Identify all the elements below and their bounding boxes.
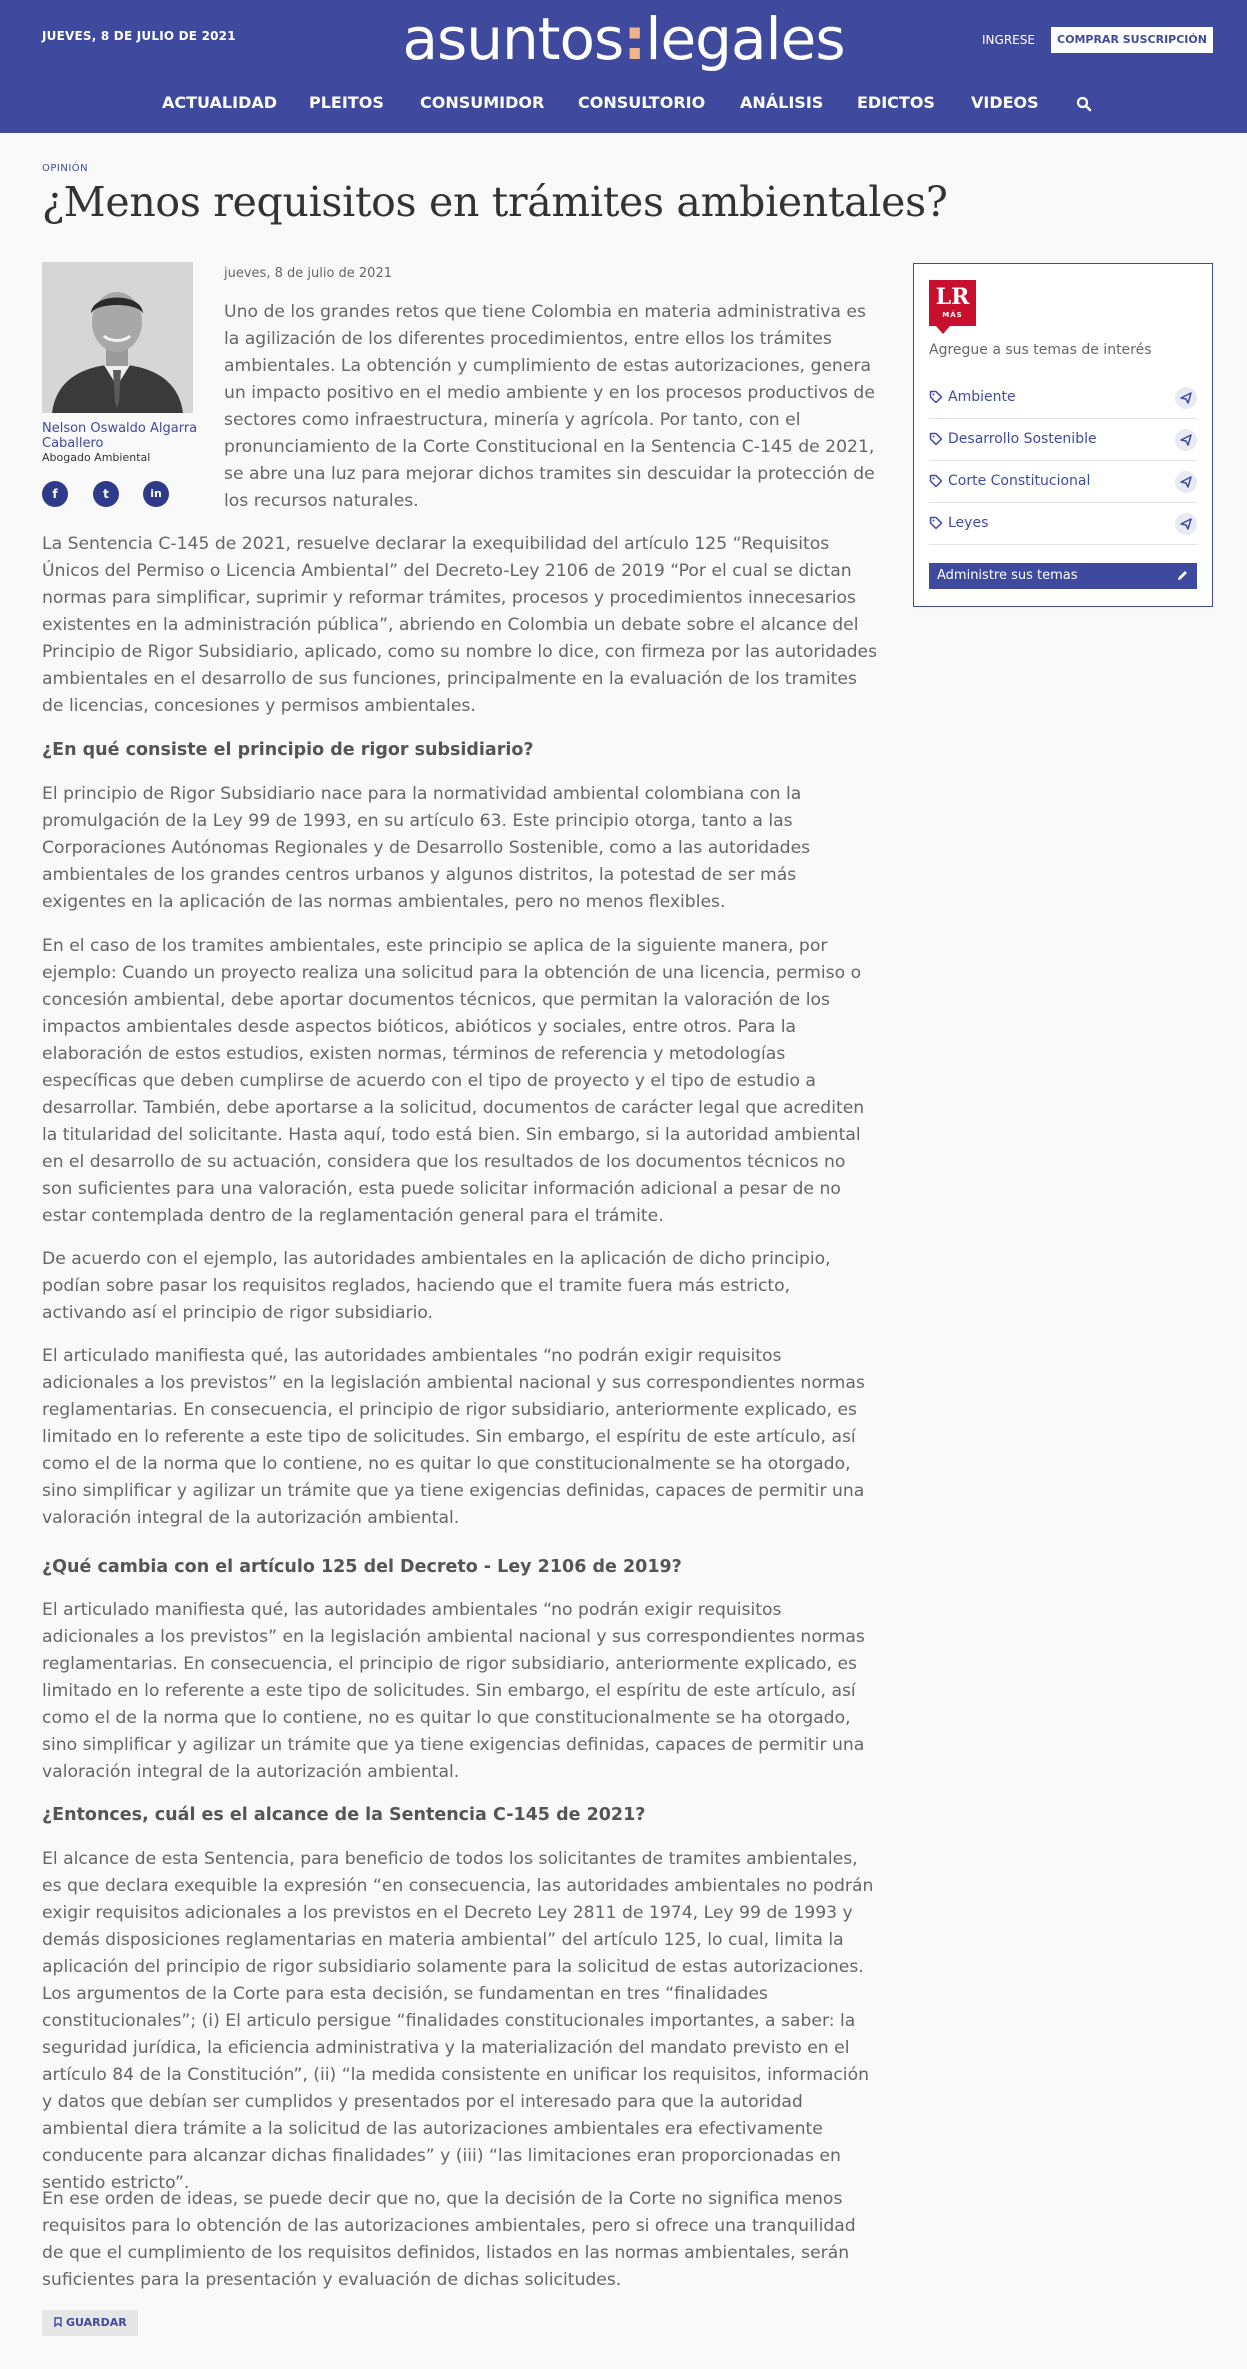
topic-label: Ambiente — [948, 389, 1016, 405]
main-nav — [0, 88, 1247, 118]
topic-item[interactable] — [929, 503, 1197, 545]
tag-icon — [929, 474, 943, 488]
follow-topic-icon[interactable] — [1175, 429, 1197, 451]
header-date: JUEVES, 8 DE JULIO DE 2021 — [42, 29, 236, 43]
paragraph-7: El articulado manifiesta qué, las autoridades ambientales “no podrán exigir requisitos adicionales a los previstos” en la legislación ambiental nacional y sus correspondientes normas reglamentarias. En consecuencia, el principio de rigor subsidiario, anteriormente explicado, es limitado en lo referente a este tipo de solicitudes. Sin embargo, el espíritu de este artículo, así como el de la norma que lo contiene, no es quitar lo que constitucionalmente se ha otorgado, sino simplificar y agilizar un trámite que ya tiene exigencias definidas, capaces de permitir una valoración integral de la autorización ambiental. — [42, 1600, 865, 1782]
tag-icon — [929, 390, 943, 404]
search-icon[interactable] — [1076, 96, 1092, 112]
paragraph-2: La Sentencia C-145 de 2021, resuelve declarar la exequibilidad del artículo 125 “Requisitos Únicos del Permiso o Licencia Ambiental” del Decreto-Ley 2106 de 2019 “Por el cual se dictan normas para simplificar, suprimir y reformar trámites, procesos y procedimientos innecesarios existentes en la administración pública”, abriendo en Colombia un debate sobre el alcance del Principio de Rigor Subsidiario, aplicado, como su nombre lo dice, con firmeza por las autoridades ambientales en el desarrollo de sus funciones, principalmente en la evaluación de los tramites de licencias, concesiones y permisos ambientales. — [42, 534, 878, 716]
topics-intro: Agregue a sus temas de interés — [929, 342, 1152, 358]
nav-pleitos[interactable]: PLEITOS — [309, 93, 384, 112]
manage-topics-button[interactable] — [929, 563, 1197, 589]
paragraph-3: El principio de Rigor Subsidiario nace para la normatividad ambiental colombiana con la promulgación de la Ley 99 de 1993, en su artículo 63. Este principio otorga, tanto a las Corporaciones Autónomas Regionales y de Desarrollo Sostenible, como a las autoridades ambientales de los grandes centros urbanos y algunos distritos, la potestad de ser más exigentes en la aplicación de las normas ambientales, pero no menos flexibles. — [42, 784, 811, 912]
subheading-1: ¿En qué consiste el principio de rigor subsidiario? — [42, 740, 534, 760]
logo-left: asuntos — [402, 5, 624, 73]
author-photo — [42, 262, 193, 413]
paragraph-9: En ese orden de ideas, se puede decir que no, que la decisión de la Corte no significa menos requisitos para lo obtención de las autorizaciones ambientales, pero si ofrece una tranquilidad de que el cumplimiento de los requisitos definidos, listados en las normas ambientales, serán suficientes para la presentación y evaluación de dichas solicitudes. — [42, 2189, 856, 2290]
author-role: Abogado Ambiental — [42, 451, 151, 464]
nav-actualidad[interactable]: ACTUALIDAD — [162, 93, 278, 112]
publish-date: jueves, 8 de julio de 2021 — [224, 266, 392, 281]
nav-consumidor[interactable]: CONSUMIDOR — [420, 93, 545, 112]
nav-analisis[interactable]: ANÁLISIS — [740, 93, 824, 112]
lr-logo-sub: MÁS — [942, 311, 963, 319]
follow-topic-icon[interactable] — [1175, 513, 1197, 535]
save-article-button[interactable] — [42, 2310, 138, 2336]
login-link[interactable]: INGRESE — [982, 33, 1035, 47]
subheading-2: ¿Qué cambia con el artículo 125 del Decreto - Ley 2106 de 2019? — [42, 1557, 682, 1577]
nav-edictos[interactable]: EDICTOS — [857, 93, 935, 112]
topic-item[interactable] — [929, 377, 1197, 419]
linkedin-share-icon[interactable]: in — [143, 481, 169, 507]
tag-icon — [929, 516, 943, 530]
pencil-icon — [1176, 569, 1189, 582]
facebook-share-icon[interactable]: f — [42, 481, 68, 507]
author-name[interactable]: Nelson Oswaldo Algarra Caballero — [42, 421, 198, 451]
section-kicker[interactable]: OPINIÓN — [42, 163, 89, 174]
subscribe-button[interactable]: COMPRAR SUSCRIPCIÓN — [1051, 27, 1213, 53]
author-portrait — [42, 262, 193, 413]
bookmark-icon — [54, 2317, 62, 2327]
manage-topics-label: Administre sus temas — [937, 568, 1078, 583]
twitter-share-icon[interactable]: t — [93, 481, 119, 507]
nav-videos[interactable]: VIDEOS — [971, 93, 1039, 112]
save-label: GUARDAR — [66, 2316, 127, 2329]
nav-consultorio[interactable]: CONSULTORIO — [578, 93, 706, 112]
lr-logo-text: LR — [935, 284, 970, 310]
follow-topic-icon[interactable] — [1175, 387, 1197, 409]
follow-topic-icon[interactable] — [1175, 471, 1197, 493]
lr-logo-tail — [936, 326, 950, 334]
logo-right: legales — [645, 5, 845, 73]
logo-separator: : — [623, 5, 646, 73]
paragraph-5: De acuerdo con el ejemplo, las autoridades ambientales en la aplicación de dicho principio, podían sobre pasar los requisitos reglados, haciendo que el tramite fuera más estricto, activando así el principio de rigor subsidiario. — [42, 1249, 831, 1323]
paragraph-8: El alcance de esta Sentencia, para beneficio de todos los solicitantes de tramites ambientales, es que declara exequible la expresión “en consecuencia, las autoridades ambientales no podrán exigir requisitos adicionales a los previstos en el Decreto Ley 2811 de 1974, Ley 99 de 1993 y demás disposiciones reglamentarias en materia ambiental” del artículo 125, lo cual, limita la aplicación del principio de rigor subsidiario solamente para la solicitud de estas autorizaciones. Los argumentos de la Corte para esta decisión, se fundamentan en tres “finalidades constitucionales”; (i) El articulo persigue “finalidades constitucionales importantes, a saber: la seguridad jurídica, la eficiencia administrativa y la materialización del mandato previsto en el artículo 84 de la Constitución”, (ii) “la medida consistente en unificar los requisitos, información y datos que debían ser cumplidos y presentados por el interesado para que la autoridad ambiental diera trámite a la solicitud de las autorizaciones ambientales era efectivamente conducente para alcanzar dichas finalidades” y (iii) “las limitaciones eran proporcionadas en sentido estricto”. — [42, 1849, 874, 2193]
site-header — [0, 0, 1247, 133]
topic-label: Leyes — [948, 515, 989, 531]
topic-label: Corte Constitucional — [948, 473, 1091, 489]
topic-item[interactable] — [929, 461, 1197, 503]
paragraph-1: Uno de los grandes retos que tiene Colombia en materia administrativa es la agilización de los diferentes procedimientos, entre ellos los trámites ambientales. La obtención y cumplimiento de estas autorizaciones, genera un impacto positivo en el medio ambiente y en los procesos productivos de sectores como infraestructura, minería y agrícola. Por tanto, con el pronunciamiento de la Corte Constitucional en la Sentencia C-145 de 2021, se abre una luz para mejorar dichos tramites sin descuidar la protección de los recursos naturales. — [224, 302, 875, 511]
article-title: ¿Menos requisitos en trámites ambientales? — [42, 178, 948, 226]
paragraph-4: En el caso de los tramites ambientales, este principio se aplica de la siguiente manera, por ejemplo: Cuando un proyecto realiza una solicitud para la obtención de una licencia, permiso o concesión ambiental, debe aportar documentos técnicos, que permitan la valoración de los impactos ambientales desde aspectos bióticos, abióticos y sociales, entre otros. Para la elaboración de estos estudios, existen normas, términos de referencia y metodologías específicas que deben cumplirse de acuerdo con el tipo de proyecto y el tipo de estudio a desarrollar. También, debe aportarse a la solicitud, documentos de carácter legal que acrediten la titularidad del solicitante. Hasta aquí, todo está bien. Sin embargo, si la autoridad ambiental en el desarrollo de su actuación, considera que los resultados de los documentos técnicos no son suficientes para una valoración, esta puede solicitar información adicional a pesar de no estar contemplada dentro de la reglamentación general para el trámite. — [42, 936, 865, 1226]
paragraph-6: El articulado manifiesta qué, las autoridades ambientales “no podrán exigir requisitos adicionales a los previstos” en la legislación ambiental nacional y sus correspondientes normas reglamentarias. En consecuencia, el principio de rigor subsidiario, anteriormente explicado, es limitado en lo referente a este tipo de solicitudes. Sin embargo, el espíritu de este artículo, así como el de la norma que lo contiene, no es quitar lo que constitucionalmente se ha otorgado, sino simplificar y agilizar un trámite que ya tiene exigencias definidas, capaces de permitir una valoración integral de la autorización ambiental. — [42, 1346, 865, 1528]
topics-widget — [913, 263, 1213, 607]
topic-label: Desarrollo Sostenible — [948, 431, 1097, 447]
subheading-3: ¿Entonces, cuál es el alcance de la Sentencia C-145 de 2021? — [42, 1805, 646, 1825]
lr-mas-logo — [929, 280, 976, 326]
topic-item[interactable] — [929, 419, 1197, 461]
tag-icon — [929, 432, 943, 446]
